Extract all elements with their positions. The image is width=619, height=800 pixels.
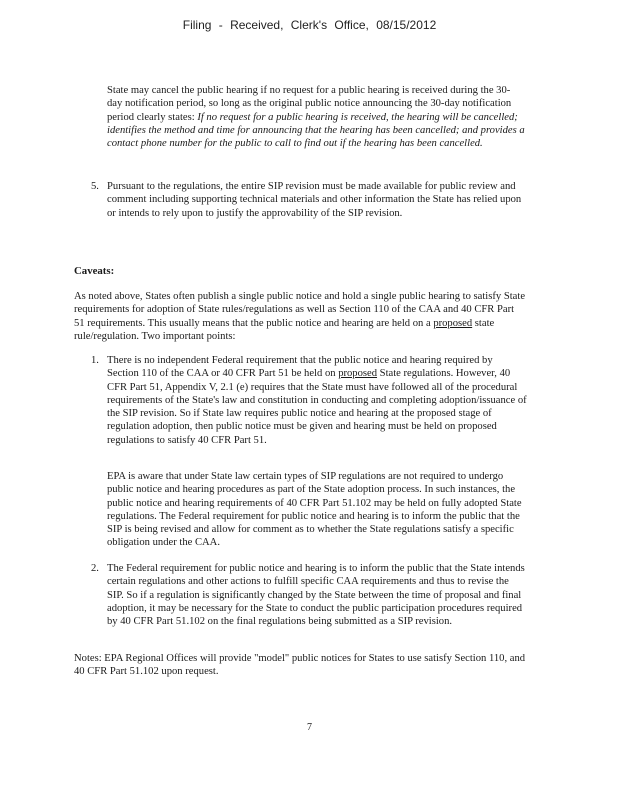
- item-5-number: 5.: [91, 181, 99, 192]
- caveats-intro-tail: state rule/regulation. Two important points:: [74, 317, 495, 342]
- point-1-text: There is no independent Federal requirement that the public notice and hearing required by Section 110 of the CAA or 40 CFR Part 51 be held on: [107, 355, 493, 380]
- item-4-italic-text: If no request for a public hearing is received, the hearing will be cancelled; identifies the method and time for announcing that the hearing has been cancelled; and provides a contact phone number for the public to call to find out if the hearing has been cancelled.: [107, 111, 525, 150]
- caveats-intro-underlined: proposed: [433, 317, 473, 329]
- item-4-text: State may cancel the public hearing if no request for a public hearing is received during the 30-day notification period, so long as the original public notice announcing the 30-day notification period clearly states:: [107, 85, 512, 123]
- point-1-paragraph-2: EPA is aware that under State law certain types of SIP regulations are not required to undergo public notice and hearing procedures as part of the State adoption process. In such instances, the public notice and hearing requirements of 40 CFR Part 51.102 may be held on fully adopted State regulations. The Federal requirement for public notice and hearing is to inform the public that the SIP is being revised and allow for comment as to whether the State regulations satisfy a specific obligation under the CAA.: [107, 471, 522, 549]
- item-5-text: Pursuant to the regulations, the entire SIP revision must be made available for public review and comment including supporting technical materials and other information the State has relied upon or intends to rely upon to justify the approvability of the SIP revision.: [107, 181, 522, 219]
- point-1-paragraph-1: [107, 354, 527, 447]
- item-4-continued: [107, 84, 525, 150]
- filing-header: Filing - Received, Clerk's Office, 08/15/2012: [182, 18, 437, 32]
- notes-paragraph: Notes: EPA Regional Offices will provide "model" public notices for States to use satisfy Section 110, and 40 CFR Part 51.102 upon request.: [74, 653, 526, 678]
- point-1-tail: State regulations. However, 40 CFR Part 51, Appendix V, 2.1 (e) requires that the State must have followed all of the procedural requirements of the State's law and constitution in conducting and completing adoption/issuance of the SIP revision. So if State law requires public notice and hearing at the proposed stage of regulation adoption, then public notice must be given and hearing must be held on proposed regulations to satisfy 40 CFR Part 51.: [107, 368, 527, 446]
- caveats-heading: Caveats:: [74, 265, 115, 277]
- point-1-number: 1.: [91, 355, 99, 366]
- page-number: 7: [307, 722, 312, 733]
- point-2-text: The Federal requirement for public notice and hearing is to inform the public that the State intends certain regulations and other actions to fulfill specific CAA requirements and thus to revise the SIP. So if a regulation is significantly changed by the State between the time of proposal and final adoption, it may be necessary for the State to conduct the public participation procedures required by 40 CFR Part 51.102 on the final regulations being submitted as a SIP revision.: [107, 563, 525, 628]
- point-2-number: 2.: [91, 563, 99, 574]
- point-1-underlined: proposed: [338, 368, 378, 380]
- caveats-intro-text: As noted above, States often publish a single public notice and hold a single public hearing to satisfy State requirements for adoption of State rules/regulations as well as Section 110 of the CAA and 40 CFR Part 51 requirements. This usually means that the public notice and hearing are held on a: [74, 291, 526, 329]
- caveats-intro: [74, 290, 526, 343]
